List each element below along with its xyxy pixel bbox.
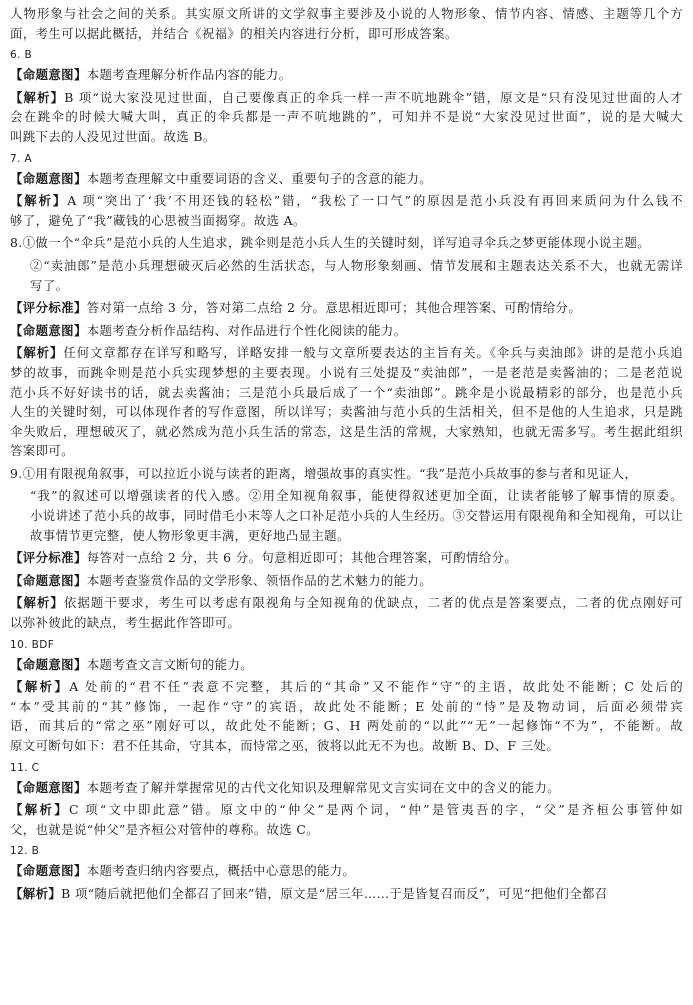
- text-line: [10, 256, 683, 276]
- question-number: 6. B: [10, 49, 33, 62]
- question-number: 10. BDF: [10, 638, 55, 651]
- section-tag: 【解析】: [10, 345, 64, 361]
- section-tag: 【解析】: [10, 885, 62, 901]
- line-text: 小说讲述了范小兵的故事，同时借毛小末等人之口补足范小兵的人生经历。③交替运用有限视角和全知视角，可以让: [30, 508, 683, 524]
- text-line: [10, 861, 683, 881]
- text-line: [10, 363, 683, 383]
- section-text: 任何文章都存在详写和略写，详略安排一般与文章所要表达的主旨有关。《伞兵与卖油郎》讲的是范小兵追: [63, 345, 683, 361]
- text-line: [10, 298, 683, 318]
- text-line: [10, 88, 683, 108]
- line-text: 原文可断句如下：君不任其命，守其本，而恃常之巫，彼将以此无不为也。故断 B、D、F 三处。: [10, 738, 560, 753]
- section-tag: 【命题意图】: [10, 170, 87, 186]
- line-text: 9.①用有限视角叙事，可以拉近小说与读者的距离，增强故事的真实性。“我”是范小兵故事的参与者和见证人，: [10, 465, 638, 481]
- text-line: [10, 571, 683, 591]
- text-line: [10, 464, 683, 484]
- answer-section: [10, 800, 683, 839]
- text-line: [10, 65, 683, 85]
- line-text: 会在跳伞的时候大喊大叫，真正的伞兵都是一声不吭地跳的”，可知并不是说“大家没见过世面”，说的是大喊大: [10, 109, 683, 125]
- line-text: 父，也就是说“仲父”是齐桓公对管仲的尊称。故选 C。: [10, 821, 320, 837]
- section-text: A 项“突出了‘我’不用还钱的轻松”错，“我松了一口气”的原因是范小兵没有再回来质问为什么钱不: [67, 193, 683, 209]
- line-text: 范小兵不好好读书的话，就去卖酱油；三是范小兵最后成了一个“卖油郎”。跳伞是小说最精彩的部分，也是范小兵: [10, 384, 683, 400]
- section-tag: 【解析】: [10, 679, 70, 695]
- section-text: 答对第一点给 3 分，答对第二点给 2 分。意思相近即可；其他合理答案、可酌情给分。: [86, 300, 582, 316]
- line-text: 写了。: [30, 277, 69, 293]
- text-line: [10, 191, 683, 211]
- section-text: 本题考查理解文中重要词语的含义、重要句子的含意的能力。: [86, 170, 433, 186]
- answer-section: [10, 548, 683, 568]
- answer-section: [10, 343, 683, 461]
- section-text: 依据题干要求，考生可以考虑有限视角与全知视角的优缺点，二者的优点是答案要点，二者的优点刚好可: [63, 595, 683, 611]
- section-text: 本题考查鉴赏作品的文学形象、领悟作品的艺术魅力的能力。: [86, 572, 433, 588]
- line-text: 8.①做一个“伞兵”是范小兵的人生追求，跳伞则是范小兵人生的关键时刻，详写追寻伞兵之梦更能体现小说主题。: [10, 235, 651, 251]
- text-line: [10, 548, 683, 568]
- answer-paragraph: [10, 4, 683, 43]
- line-text: 人生的关键时刻，可以体现作者的写作意图，所以详写；卖酱油与范小兵的生活相关，但不是他的人生追求，只是跳: [10, 404, 683, 420]
- text-line: [10, 383, 683, 403]
- text-line: [10, 127, 683, 147]
- answer-section: [10, 65, 683, 85]
- text-line: [10, 716, 683, 736]
- text-line: [10, 441, 683, 461]
- line-text: 以弥补彼此的缺点，考生据此作答即可。: [10, 615, 241, 631]
- section-text: 本题考查归纳内容要点，概括中心意思的能力。: [86, 863, 356, 879]
- answer-paragraph: [10, 233, 683, 253]
- section-text: 本题考查理解分析作品内容的能力。: [86, 67, 292, 83]
- section-tag: 【解析】: [10, 595, 64, 611]
- text-line: [10, 697, 683, 717]
- section-tag: 【命题意图】: [10, 322, 87, 338]
- text-line: [10, 800, 683, 820]
- text-line: [10, 107, 683, 127]
- section-text: C 项“文中即此意”错。原文中的“仲父”是两个词，“仲”是管夷吾的字，“父”是齐桓公事管仲如: [68, 802, 683, 818]
- answer-section: [10, 191, 683, 230]
- line-text: 叫跳下去的人没见过世面。故选 B。: [10, 128, 216, 144]
- section-tag: 【命题意图】: [10, 67, 87, 83]
- line-text: “本”受其前的“其”修饰，一起作“守”的宾语，故此处不能断；E 处前的“恃”是及物动词，后面必须带宾: [10, 698, 683, 714]
- question-number: 12. B: [10, 845, 40, 858]
- text-line: [10, 820, 683, 840]
- text-line: [10, 593, 683, 613]
- text-line: [10, 211, 683, 231]
- line-text: ②“卖油郎”是范小兵理想破灭后必然的生活状态，与人物形象刻画、情节发展和主题表达关系不大，也就无需详: [30, 257, 683, 273]
- section-tag: 【命题意图】: [10, 863, 87, 879]
- text-line: [10, 778, 683, 798]
- section-text: A 处前的“君不任”表意不完整，其后的“其命”又不能作“守”的主语，故此处不能断；C 处后的: [69, 679, 683, 695]
- section-text: 本题考查文言文断句的能力。: [86, 656, 254, 672]
- section-tag: 【评分标准】: [10, 300, 87, 316]
- line-text: 够了，避免了“我”藏钱的心思被当面揭穿。故选 A。: [10, 212, 306, 228]
- line-text: 答案即可。: [10, 443, 74, 459]
- line-text: 故事情节更完整，使人物形象更丰满，更好地凸显主题。: [30, 527, 350, 543]
- section-tag: 【解析】: [10, 802, 69, 818]
- section-tag: 【评分标准】: [10, 550, 87, 566]
- section-text: 本题考查分析作品结构、对作品进行个性化阅读的能力。: [86, 322, 407, 338]
- text-line: [10, 613, 683, 633]
- answer-section: [10, 298, 683, 318]
- line-text: 面，考生可以据此概括，并结合《祝福》的相关内容进行分析，即可形成答案。: [10, 25, 458, 41]
- section-text: 每答对一点给 2 分，共 6 分。句意相近即可；其他合理答案，可酌情给分。: [86, 550, 518, 566]
- section-tag: 【解析】: [10, 193, 68, 209]
- answer-section: [10, 861, 683, 881]
- text-line: [10, 655, 683, 675]
- section-text: B 项“说大家没见过世面，自己要像真正的伞兵一样一声不吭地跳伞”错，原文是“只有没见过世面的人才: [64, 89, 683, 105]
- text-line: [10, 321, 683, 341]
- question-number: 11. C: [10, 761, 40, 774]
- section-tag: 【解析】: [10, 89, 65, 105]
- text-line: [10, 736, 683, 756]
- section-tag: 【命题意图】: [10, 656, 87, 672]
- answer-section: [10, 655, 683, 675]
- question-number: 7. A: [10, 152, 33, 165]
- answer-section: [10, 88, 683, 147]
- text-line: [10, 4, 683, 24]
- text-line: [10, 402, 683, 422]
- text-line: [10, 677, 683, 697]
- answer-section: [10, 321, 683, 341]
- line-text: 伞失败后，理想破灭了，就必然成为范小兵生活的常态，这是生活的常规，大家熟知，也就无需多写。考生据此组织: [10, 423, 683, 439]
- text-line: [10, 24, 683, 44]
- answer-section: [10, 571, 683, 591]
- text-line: [10, 486, 683, 506]
- text-line: [10, 884, 683, 904]
- answer-section: [10, 884, 683, 904]
- line-text: “我”的叙述可以增强读者的代入感。②用全知视角叙事，能使得叙述更加全面，让读者能够了解事情的原委。: [30, 488, 683, 504]
- answer-paragraph: [10, 256, 683, 295]
- section-text: B 项“随后就把他们全都召了回来”错，原文是“居三年……于是皆复召而反”，可见“把他们全都召: [61, 885, 608, 901]
- text-line: [10, 233, 683, 253]
- text-line: [10, 422, 683, 442]
- section-tag: 【命题意图】: [10, 572, 87, 588]
- text-line: [10, 169, 683, 189]
- line-text: 梦的故事，而跳伞则是范小兵实现梦想的主要表现。小说有三处提及“卖油郎”，一是老范是卖酱油的；二是老范说: [10, 364, 683, 380]
- answer-section: [10, 593, 683, 632]
- section-tag: 【命题意图】: [10, 779, 87, 795]
- answer-paragraph: [10, 486, 683, 545]
- line-text: 语，而其后的“常之巫”刚好可以，故此处不能断；G、H 两处前的“以此”“无”一起修饰“不为”，不能断。故: [10, 718, 683, 734]
- answer-section: [10, 169, 683, 189]
- section-text: 本题考查了解并掌握常见的古代文化知识及理解常见文言实词在文中的含义的能力。: [86, 779, 561, 795]
- text-line: [10, 506, 683, 526]
- answer-section: [10, 677, 683, 755]
- text-line: [10, 276, 683, 296]
- answer-section: [10, 778, 683, 798]
- text-line: [10, 343, 683, 363]
- line-text: 人物形象与社会之间的关系。其实原文所讲的文学叙事主要涉及小说的人物形象、情节内容、情感、主题等几个方: [10, 6, 683, 21]
- answer-paragraph: [10, 464, 683, 484]
- text-line: [10, 526, 683, 546]
